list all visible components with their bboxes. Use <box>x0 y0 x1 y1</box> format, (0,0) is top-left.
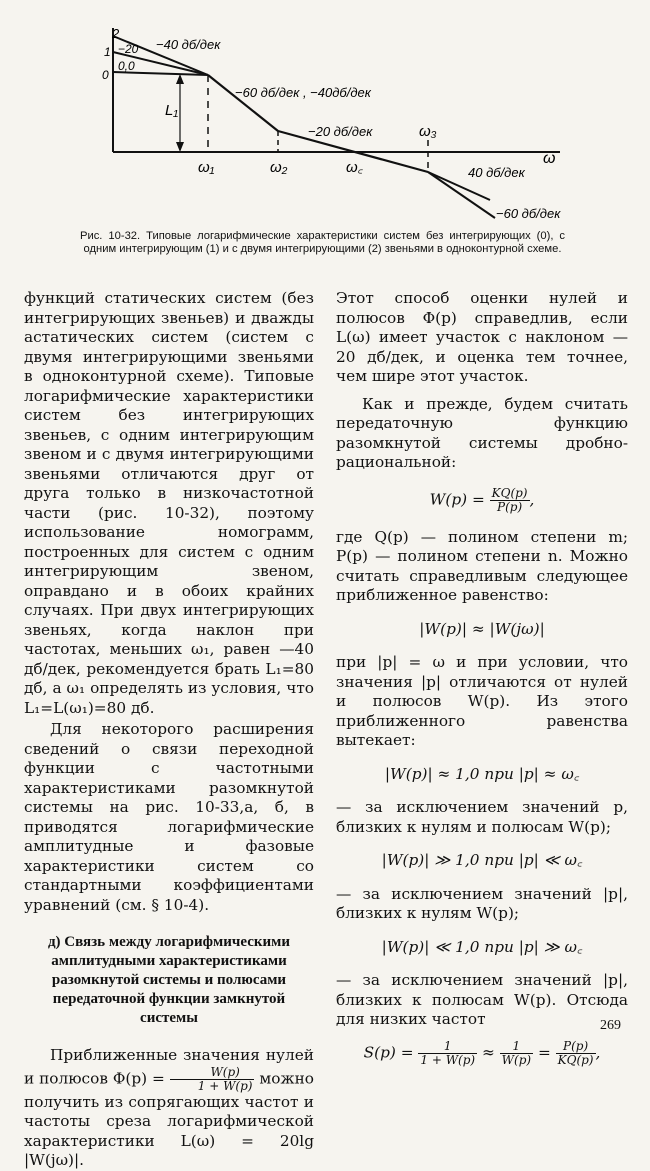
equation-gg: |W(p)| ≫ 1,0 при |p| ≪ ω꜀ <box>381 851 583 869</box>
eq6-lhs: S(p) = <box>363 1043 414 1061</box>
eq6-frac-1 <box>418 1040 477 1067</box>
left-paragraph-1: функций статических систем (без интегрирующих звеньев) и дважды астатических систем (систем с двумя интегрирующими звеньями в одноконтурной схеме). Типовые логарифмические характеристики систем без интегрирующих звеньев, с одним интегрирующим звеном и с двумя интегрирующими звеньями отличаются друг от друга только в низкочастотной части (рис. 10-32), поэтому использование номограмм, построенных для систем с одним интегрирующим звеном, оправдано и в обоих крайних случаях. При двух интегрирующих звеньях, когда наклон при частотах, меньших ω₁, равен —40 дб/дек, рекомендуется брать L₁=80 дб, а ω₁ определять из условия, что L₁=L(ω₁)=80 дб. <box>24 289 314 717</box>
eq6-tail: , <box>595 1043 601 1061</box>
label-L1: L₁ <box>165 102 179 119</box>
l1-arrowhead-bottom <box>176 142 184 152</box>
eq6-d1: 1 + W(p) <box>420 1052 476 1067</box>
eq6-d2: W(p) <box>501 1052 532 1067</box>
eq1-tail: , <box>529 490 535 508</box>
right-column <box>336 289 628 1081</box>
right-paragraph-5: — за исключением значений p, близких к нулям и полюсам W(p); <box>336 798 628 836</box>
label-w1: ω₁ <box>198 159 215 176</box>
figure-caption: Рис. 10-32. Типовые логарифмические характеристики систем без интегрирующих (0), с одним интегрирующим (1) и с двумя интегрирующими (2) звеньями в одноконтурной схеме. <box>80 230 565 255</box>
left-paragraph-3 <box>24 1046 314 1171</box>
label-slope-mid: −60 дб/дек , −40дб/дек <box>235 85 371 100</box>
eq6-n2: 1 <box>500 1040 533 1054</box>
label-y1: 1 <box>104 45 111 59</box>
label-m20: −20 <box>118 42 139 56</box>
eq6-frac-2 <box>500 1040 533 1067</box>
equation-approx-1: |W(p)| ≈ 1,0 при |p| ≈ ω꜀ <box>384 764 580 783</box>
section-heading: д) Связь между логарифмическими амплитудными характеристиками разомкнутой системы и полюсами передаточной функции замкнутой системы <box>47 934 291 1026</box>
right-paragraph-6: — за исключением значений |p|, близких к нулям W(p); <box>336 884 628 922</box>
equation-s <box>336 1040 628 1067</box>
label-w3: ω₃ <box>419 123 437 140</box>
eq6-eq: = <box>537 1043 551 1061</box>
label-w2: ω₂ <box>270 159 288 176</box>
right-paragraph-1: Этот способ оценки нулей и полюсов Φ(p) справедлив, если L(ω) имеет участок с наклоном —20 дб/дек, и оценка тем точнее, чем шире этот участок. <box>336 289 628 385</box>
right-paragraph-4: при |p| = ω и при условии, что значения |p| отличаются от нулей и полюсов W(p). Из этого приближенного равенства вытекает: <box>336 653 628 749</box>
label-slope-20: −20 дб/дек <box>308 124 373 139</box>
right-paragraph-2: Как и прежде, будем считать передаточную функцию разомкнутой системы дробно-рациональной: <box>336 394 628 471</box>
eq1-den: P(p) <box>497 499 523 514</box>
label-wc: ω꜀ <box>346 159 363 176</box>
phi-num: W(p) <box>170 1066 255 1080</box>
l1-arrowhead-top <box>176 74 184 84</box>
equation-w <box>336 487 628 514</box>
left-p3-end: можно получить из сопрягающих частот и частоты среза логарифмической характеристики L(ω) = 20lg |W(jω)|. <box>24 1069 314 1169</box>
label-slope-60: −60 дб/дек <box>496 206 561 221</box>
eq6-n3: P(p) <box>556 1040 596 1054</box>
left-paragraph-2: Для некоторого расширения сведений о связи переходной функции с частотными характеристиками разомкнутой системы на рис. 10-33,а, б, в приводятся логарифмические амплитудные и фазовые характеристики систем со стандартными коэффициентами уравнений (см. § 10-4). <box>24 720 314 914</box>
figure-log-characteristics <box>0 0 650 230</box>
eq1-lhs: W(p) = <box>429 490 485 508</box>
label-y2: 2 <box>112 26 120 41</box>
label-y0: 0 <box>102 68 109 82</box>
label-slope-top: −40 дб/дек <box>156 37 221 52</box>
eq1-num: KQ(p) <box>491 485 528 500</box>
left-p3-start: Приближенные значения нулей и полюсов Φ(p) = <box>24 1046 314 1087</box>
right-paragraph-3: где Q(p) — полином степени m; P(p) — полином степени n. Можно считать справедливым следующее приближенное равенство: <box>336 527 628 604</box>
label-00: 0,0 <box>118 59 135 73</box>
segment-60 <box>208 75 278 131</box>
equation-approx: |W(p)| ≈ |W(jω)| <box>419 619 545 638</box>
equation-ll: |W(p)| ≪ 1,0 при |p| ≫ ω꜀ <box>381 937 583 956</box>
eq6-d3: KQ(p) <box>557 1052 594 1067</box>
eq6-n1: 1 <box>418 1040 477 1054</box>
label-w: ω <box>543 150 556 167</box>
phi-den: 1 + W(p) <box>197 1078 253 1093</box>
eq1-fraction <box>490 487 530 514</box>
left-column <box>24 289 314 1171</box>
eq6-approx: ≈ <box>481 1043 495 1061</box>
label-slope-40: 40 дб/дек <box>468 165 525 180</box>
right-paragraph-7: — за исключением значений |p|, близких к полюсам W(p). Отсюда для низких частот <box>336 971 628 1028</box>
page-number: 269 <box>600 1018 621 1033</box>
eq6-frac-3 <box>556 1040 596 1067</box>
phi-fraction <box>170 1066 255 1093</box>
